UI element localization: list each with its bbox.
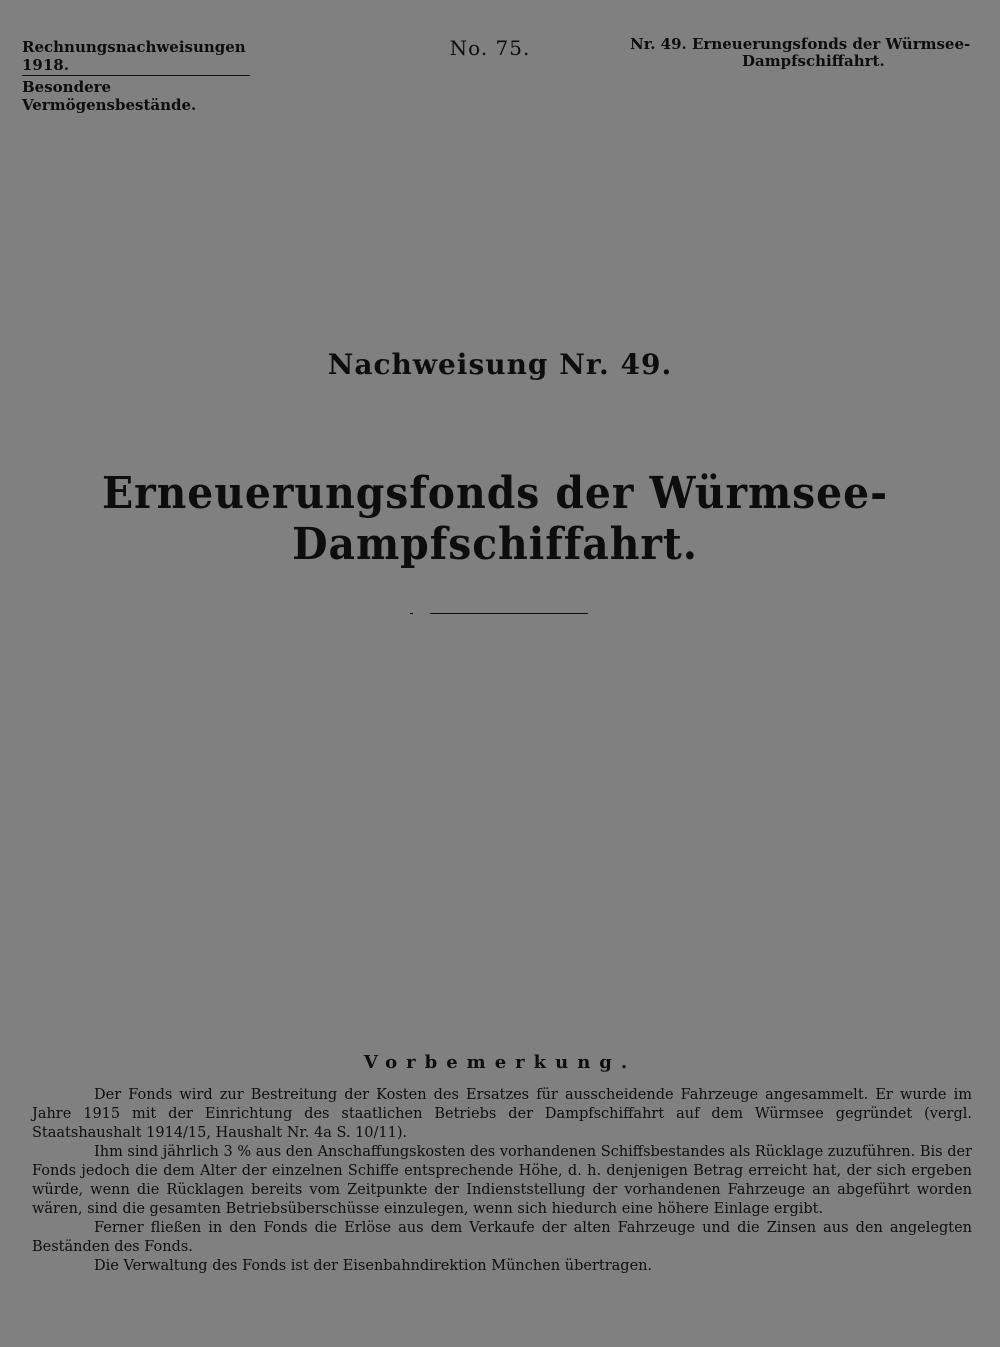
divider-rule bbox=[430, 613, 588, 614]
nachweisung-number: Nachweisung Nr. 49. bbox=[327, 348, 673, 381]
paragraph-1: Der Fonds wird zur Bestreitung der Kosten des Ersatzes für ausscheidende Fahrzeuge angesammelt. Er wurde im Jahre 1915 mit der Einrichtung des staatlichen Betriebs der Dampfschiffahrt auf dem Würmsee gegründet (vergl. Staatshaushalt 1914/15, Haushalt Nr. 4a S. 10/11). bbox=[32, 1087, 972, 1141]
paragraph-4: Die Verwaltung des Fonds ist der Eisenbahndirektion München übertragen. bbox=[94, 1258, 653, 1274]
divider-dot bbox=[410, 613, 413, 614]
vorbemerkung-heading: Vorbemerkung. bbox=[363, 1052, 637, 1073]
paragraph-3: Ferner fließen in den Fonds die Erlöse aus dem Verkaufe der alten Fahrzeuge und die Zinsen aus den angelegten Beständen des Fonds. bbox=[32, 1220, 972, 1255]
header-running-title-line1: Nr. 49. Erneuerungsfonds der Würmsee- bbox=[630, 35, 971, 53]
header-left bbox=[22, 38, 262, 114]
header-section-title: Besondere Vermögensbestände. bbox=[22, 78, 197, 114]
vorbemerkung-body bbox=[32, 1086, 972, 1276]
header-running-title-line2: Dampfschiffahrt. bbox=[742, 52, 885, 70]
paragraph-2: Ihm sind jährlich 3 % aus den Anschaffungskosten des vorhandenen Schiffsbestandes als Rücklage zuzuführen. Bis der Fonds jedoch die dem Alter der einzelnen Schiffe entsprechende Höhe, d. h. denjenigen Betrag erreicht hat, der sich ergeben würde, wenn die Rücklagen bereits vom Zeitpunkte der Indienststellung der vorhandenen Fahrzeuge an abgeführt worden wären, sind die gesamten Betriebsüberschüsse einzulegen, wenn sich hiedurch eine höhere Einlage ergibt. bbox=[32, 1144, 973, 1217]
header-page-number: No. 75. bbox=[449, 36, 531, 60]
header-right bbox=[630, 36, 975, 70]
document-title: Erneuerungsfonds der Würmsee-Dampfschiffahrt. bbox=[102, 468, 888, 570]
header-series-title: Rechnungsnachweisungen 1918. bbox=[22, 38, 250, 76]
